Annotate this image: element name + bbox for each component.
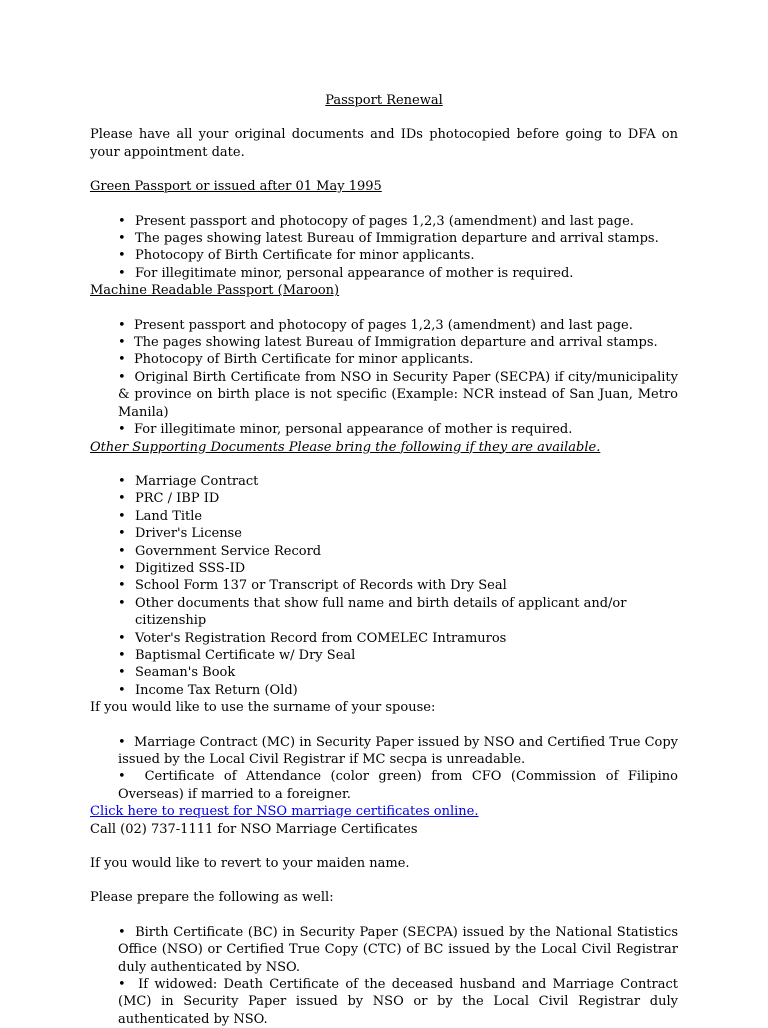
page-title: Passport Renewal <box>325 93 443 108</box>
spouse-surname-list <box>90 734 678 804</box>
maroon-passport-list <box>90 317 678 439</box>
list-item: • Original Birth Certificate from NSO in Security Paper (SECPA) if city/municipality & province on birth place is not specific (Example: NCR instead of San Juan, Metro Manila) <box>118 369 678 421</box>
green-passport-list <box>90 213 678 283</box>
list-item: • PRC / IBP ID <box>118 490 678 507</box>
supporting-documents-list <box>90 473 678 699</box>
list-item: • Land Title <box>118 508 678 525</box>
list-item: • Income Tax Return (Old) <box>118 682 678 699</box>
supporting-documents-heading: Other Supporting Documents Please bring the following if they are available. <box>90 439 601 455</box>
list-item: • Photocopy of Birth Certificate for minor applicants. <box>118 351 678 368</box>
list-item: • The pages showing latest Bureau of Immigration departure and arrival stamps. <box>118 334 678 351</box>
list-item: • Marriage Contract <box>118 473 678 490</box>
list-item: • Other documents that show full name and birth details of applicant and/or citizenship <box>118 595 678 630</box>
list-item: • Driver's License <box>118 525 678 542</box>
list-item: • For illegitimate minor, personal appearance of mother is required. <box>118 421 678 438</box>
prepare-following-text: Please prepare the following as well: <box>90 890 334 906</box>
list-item: • Certificate of Attendance (color green) from CFO (Commission of Filipino Overseas) if married to a foreigner. <box>118 768 678 803</box>
maiden-name-heading: If you would like to revert to your maiden name. <box>90 856 410 872</box>
nso-marriage-certificate-link[interactable]: Click here to request for NSO marriage certificates online. <box>90 804 479 820</box>
intro-paragraph: Please have all your original documents and IDs photocopied before going to DFA on your appointment date. <box>90 127 678 160</box>
list-item: • Baptismal Certificate w/ Dry Seal <box>118 647 678 664</box>
list-item: • For illegitimate minor, personal appearance of mother is required. <box>118 265 678 282</box>
list-item: • Present passport and photocopy of pages 1,2,3 (amendment) and last page. <box>118 317 678 334</box>
list-item: • Present passport and photocopy of pages 1,2,3 (amendment) and last page. <box>118 213 678 230</box>
list-item: • Birth Certificate (BC) in Security Paper (SECPA) issued by the National Statistics Office (NSO) or Certified True Copy (CTC) of BC issued by the Local Civil Registrar duly authenticated by NSO. <box>118 924 678 976</box>
list-item: • School Form 137 or Transcript of Records with Dry Seal <box>118 577 678 594</box>
document-page <box>90 92 678 1028</box>
list-item: • If widowed: Death Certificate of the deceased husband and Marriage Contract (MC) in Security Paper issued by NSO or by the Local Civil Registrar duly authenticated by NSO. <box>118 976 678 1028</box>
nso-call-text: Call (02) 737-1111 for NSO Marriage Certificates <box>90 821 418 837</box>
list-item: • The pages showing latest Bureau of Immigration departure and arrival stamps. <box>118 230 678 247</box>
list-item: • Photocopy of Birth Certificate for minor applicants. <box>118 247 678 264</box>
green-passport-heading: Green Passport or issued after 01 May 1995 <box>90 179 382 195</box>
maiden-name-list <box>90 924 678 1028</box>
maroon-passport-heading: Machine Readable Passport (Maroon) <box>90 283 340 299</box>
list-item: • Seaman's Book <box>118 664 678 681</box>
list-item: • Marriage Contract (MC) in Security Paper issued by NSO and Certified True Copy issued by the Local Civil Registrar if MC secpa is unreadable. <box>118 734 678 769</box>
spouse-surname-heading: If you would like to use the surname of your spouse: <box>90 700 436 716</box>
list-item: • Digitized SSS-ID <box>118 560 678 577</box>
list-item: • Government Service Record <box>118 543 678 560</box>
list-item: • Voter's Registration Record from COMELEC Intramuros <box>118 630 678 647</box>
